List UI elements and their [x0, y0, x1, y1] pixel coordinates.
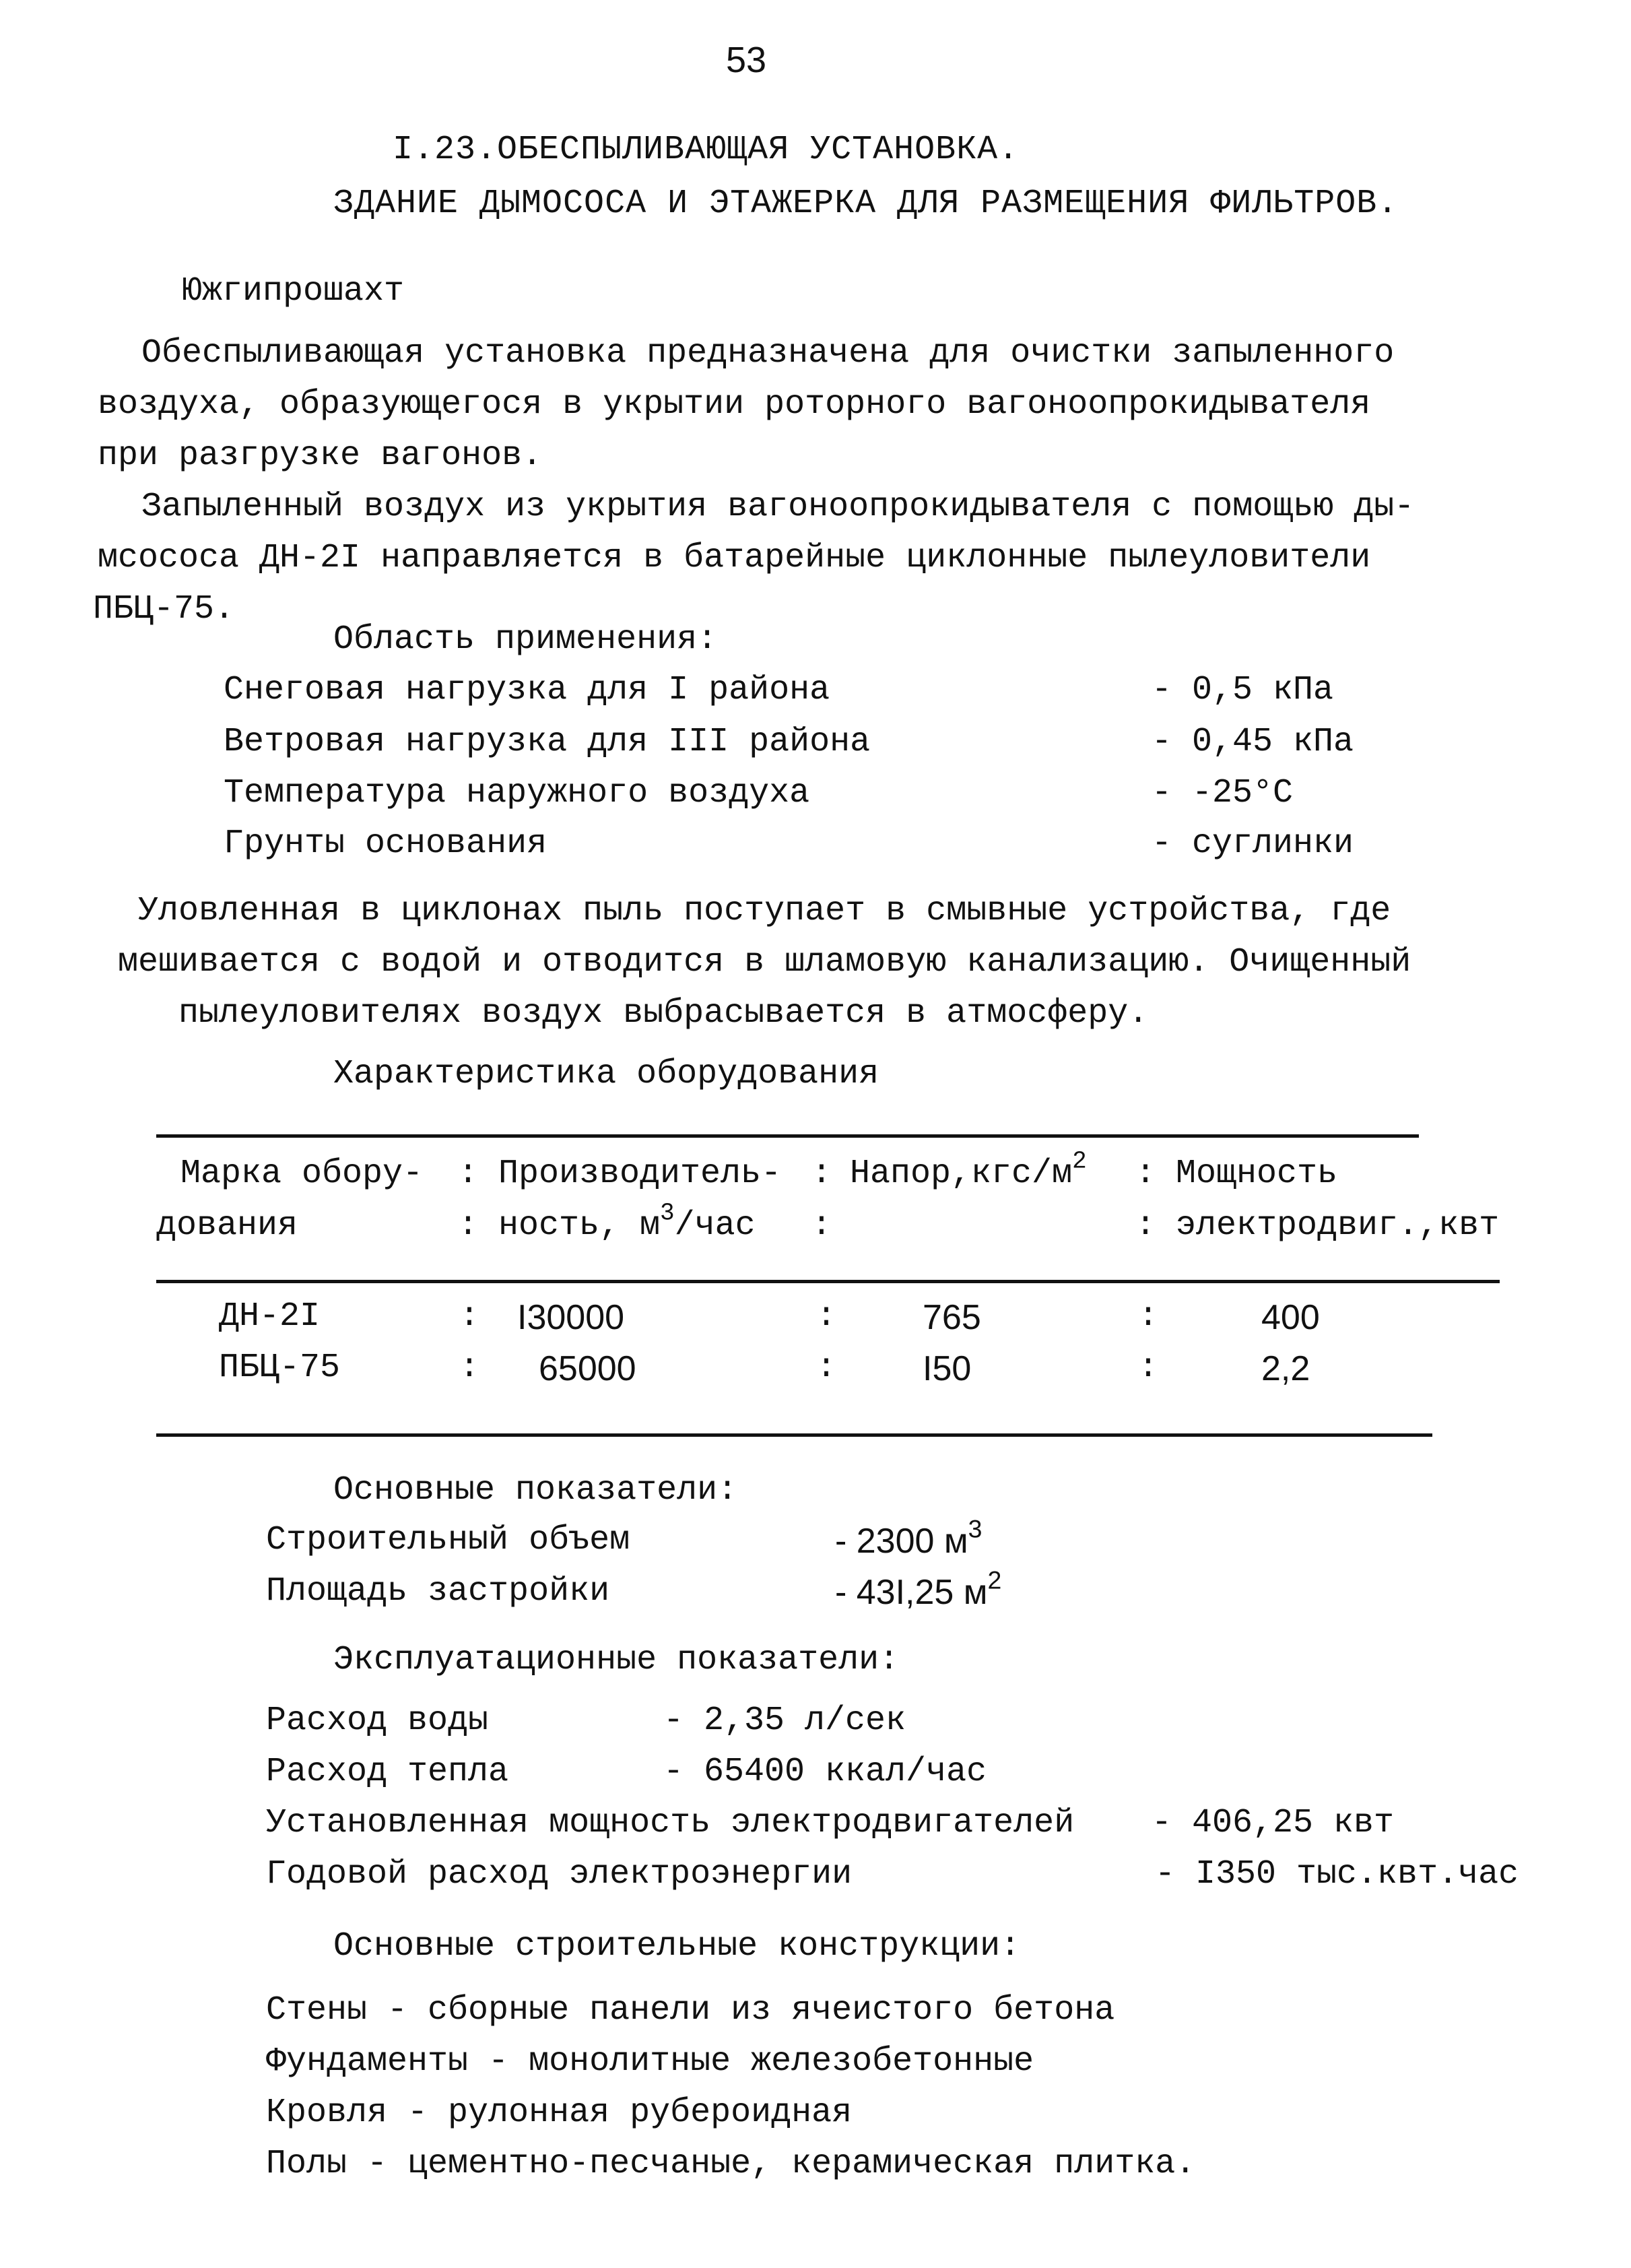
title-line-1: I.23.ОБЕСПЫЛИВАЮЩАЯ УСТАНОВКА. [393, 131, 1020, 169]
operational-value: - I350 тыс.квт.час [1155, 1855, 1519, 1893]
application-label: Грунты основания [224, 824, 547, 863]
dust-line: пылеуловителях воздух выбрасывается в атмосферу. [178, 994, 1149, 1033]
intro-line: воздуха, образующегося в укрытии роторного вагоноопрокидывателя [98, 385, 1371, 424]
header-sep: : [1135, 1206, 1156, 1245]
table-header-rule [156, 1280, 1500, 1283]
header-power-line2: электродвиг.,квт [1176, 1206, 1500, 1245]
header-capacity-line1: Производитель- [498, 1155, 782, 1193]
row-name: ПБЦ-75 [219, 1349, 341, 1387]
header-power-line1: Мощность [1176, 1155, 1338, 1193]
area-value: - 43I,25 $м^2$ [835, 1565, 1002, 1612]
row-pressure: I50 [923, 1349, 972, 1388]
volume-value: - 2300 $м^3$ [835, 1514, 983, 1561]
dust-line: мешивается с водой и отводится в шламовую канализацию. Очищенный [118, 943, 1411, 981]
volume-label: Строительный объем [266, 1521, 630, 1559]
application-value: - суглинки [1152, 824, 1354, 863]
application-value: - 0,45 кПа [1152, 723, 1354, 761]
dust-line: Уловленная в циклонах пыль поступает в смывные устройства, где [138, 892, 1391, 930]
operational-label: Расход воды [266, 1702, 489, 1740]
area-label: Площадь застройки [266, 1572, 610, 1611]
equipment-heading: Характеристика оборудования [333, 1055, 879, 1093]
intro-line: Обеспыливающая установка предназначена для очистки запыленного [141, 334, 1395, 372]
intro-line: мсососа ДН-2I направляется в батарейные циклонные пылеуловители [98, 539, 1371, 577]
application-label: Снеговая нагрузка для I района [224, 671, 830, 709]
row-sep: : [459, 1297, 480, 1336]
operational-label: Расход тепла [266, 1753, 509, 1791]
row-sep: : [1138, 1349, 1159, 1387]
row-name: ДН-2I [219, 1297, 321, 1336]
header-sep: : [1135, 1155, 1156, 1193]
row-sep: : [459, 1349, 480, 1387]
application-value: - -25°C [1152, 774, 1294, 812]
table-bottom-rule [156, 1433, 1432, 1437]
intro-line: Запыленный воздух из укрытия вагоноопрокидывателя с помощью ды- [141, 488, 1415, 526]
application-label: Температура наружного воздуха [224, 774, 810, 812]
header-mark-line2: дования [156, 1206, 298, 1245]
header-mark-line1: Марка обору- [180, 1155, 424, 1193]
structure-item: Фундаменты - монолитные железобетонные [266, 2042, 1034, 2081]
row-sep: : [1138, 1297, 1159, 1336]
structure-item: Кровля - рулонная рубероидная [266, 2094, 853, 2132]
structure-item: Стены - сборные панели из ячеистого бетона [266, 1991, 1115, 2030]
structure-item: Полы - цементно-песчаные, керамическая плитка. [266, 2145, 1196, 2183]
row-power: 2,2 [1261, 1349, 1310, 1388]
header-sep: : [458, 1155, 479, 1193]
operational-value: - 2,35 л/сек [663, 1702, 906, 1740]
row-sep: : [816, 1349, 837, 1387]
intro-line: при разгрузке вагонов. [98, 436, 543, 475]
operational-label: Годовой расход электроэнергии [266, 1855, 853, 1893]
row-pressure: 765 [923, 1298, 981, 1337]
row-capacity: I30000 [517, 1298, 625, 1337]
page-number: 53 [726, 40, 767, 80]
row-capacity: 65000 [539, 1349, 636, 1388]
operational-heading: Эксплуатационные показатели: [333, 1641, 900, 1679]
operational-value: - 406,25 квт [1152, 1804, 1395, 1842]
header-sep: : [811, 1155, 832, 1193]
application-heading: Область применения: [333, 620, 718, 659]
operational-value: - 65400 ккал/час [663, 1753, 987, 1791]
organization: Южгипрошахт [182, 272, 405, 311]
header-sep: : [458, 1206, 479, 1245]
header-sep: : [811, 1206, 832, 1245]
application-label: Ветровая нагрузка для III района [224, 723, 871, 761]
title-line-2: ЗДАНИЕ ДЫМОСОСА И ЭТАЖЕРКА ДЛЯ РАЗМЕЩЕНИЯ ФИЛЬТРОВ. [333, 185, 1399, 223]
operational-label: Установленная мощность электродвигателей [266, 1804, 1075, 1842]
header-pressure: $Напор,кгс/м^2$ [850, 1147, 1087, 1193]
row-power: 400 [1261, 1298, 1320, 1337]
header-capacity-line2: ность, $м^3$/час [498, 1199, 756, 1245]
structures-heading: Основные строительные конструкции: [333, 1927, 1021, 1966]
intro-line: ПБЦ-75. [93, 590, 235, 628]
row-sep: : [816, 1297, 837, 1336]
application-value: - 0,5 кПа [1152, 671, 1334, 709]
table-top-rule [156, 1134, 1419, 1138]
main-indicators-heading: Основные показатели: [333, 1471, 738, 1510]
